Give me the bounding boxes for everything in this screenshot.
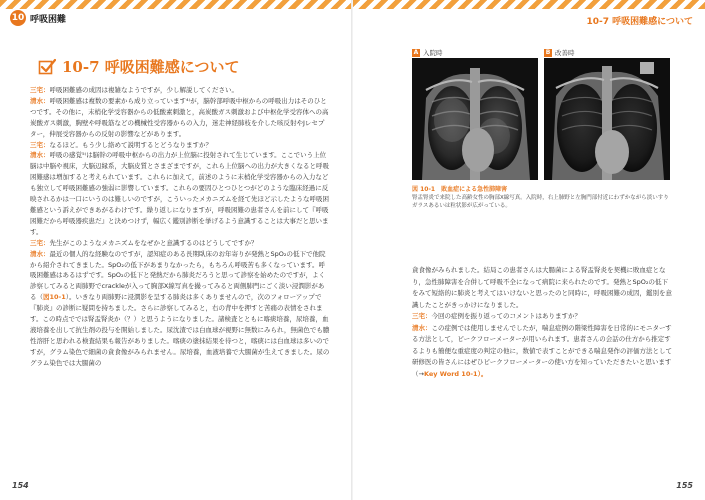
figure-panel-a-label	[412, 48, 443, 57]
figure-caption-title: 図 10-1 敗血症による急性肺障害	[412, 186, 508, 193]
chest-xray-image-a	[412, 58, 538, 180]
panel-a-caption: 入院時	[423, 49, 443, 57]
panel-a-tag: A	[413, 49, 419, 56]
figure-caption	[412, 186, 672, 210]
chapter-badge	[10, 10, 66, 26]
paragraph	[412, 311, 674, 323]
speaker-label: 清水：	[30, 151, 50, 160]
paragraph-text: 最近の個人的な経験なのですが，認知症のある長期臥床のお年寄りが発熱とSpO₂の低下で他院から紹介されてきました。SpO₂の低下があまりなかったら，もちろん呼吸苦も多くなっています。呼吸困難感はあるはずです。SpO₂の低下と発熱だから肺炎だろうと思って診察を始めたのですが，よく診察してみると両肺野でcrackleが入って胸部X線写真を撮ってみると両側肺門にごく淡い浸潤影がある	[30, 249, 326, 302]
paragraph-text: なるほど。もう少し絡めて説明するとどうなりますか？	[49, 140, 212, 149]
speaker-label: 三宅：	[30, 140, 50, 149]
speaker-label: 清水：	[412, 323, 432, 332]
figure-panel-b-label	[544, 48, 575, 57]
page-number-right: 155	[676, 481, 693, 490]
keyword-reference-link[interactable]: Key Word 10-1）。	[423, 369, 488, 378]
paragraph: 清水：最近の個人的な経験なのですが，認知症のある長期臥床のお年寄りが発熱とSpO₂の低下で他院から紹介されてきました。SpO₂の低下があまりなかったら，もちろん呼吸苦も多くなっています。呼吸困難感はあるはずです。SpO₂の低下と発熱だから肺炎だろうと思って診察を始めたのですが，よく診察してみると両肺野でcrackleが入って胸部X線写真を撮ってみると両側肺門にごく淡い浸潤影がある（図10-1）。いきなり両肺野に浸潤影を呈する肺炎は多くありませんので，次のフォローアップで『肺炎』の診断に疑問を持ちました。さらに診察してみると，右の背中を押すと苦痛の表情をされます。この時点ででは腎盂腎炎か（？）と思うようになりました。諸検査とともに喀痰培養，尿培養，血液培養を出して抗生剤の投与を開始しました。尿沈渣では白血球が視野に無数にみられ，無菌色でも膿性溶肝と思われる検査結果も報告がありました。喀痰の塗抹結果を待つと，喀痰には白血球は多いのですが，グラム染色で細菌の貪食像がみられません。尿培養，血液培養で大腸菌が生えてきました。尿のグラム染色では大腸菌の	[30, 249, 330, 367]
left-body-text	[30, 85, 330, 369]
panel-b-tag: B	[545, 49, 551, 56]
speaker-label: 清水：	[30, 96, 50, 105]
speaker-label: 三宅：	[30, 86, 50, 94]
paragraph	[412, 265, 674, 311]
xray-drawing-a	[412, 58, 538, 180]
speaker-label: 清水：	[30, 249, 50, 258]
figure-caption-text: 腎盂腎炎で来院した高齢女性の胸部X線写真。入院時，右上肺野と左胸門部付近にわずかながら淡いすりガラスあるいは粒状影が広がっている。	[412, 195, 669, 209]
chest-xray-image-b	[544, 58, 670, 180]
section-title: 10-7 呼吸困難感について	[62, 58, 240, 76]
speaker-label: 三宅：	[30, 238, 50, 247]
paragraph-text: 呼吸困難感の成因は複雑なようですが，少し解説してください。	[49, 86, 238, 94]
panel-b-caption: 改善時	[555, 49, 575, 57]
paragraph-text: 先生がこのようなメカニズムをなぜかと意識するのはどうしてですか？	[49, 238, 258, 247]
speaker-label: 三宅：	[412, 312, 432, 320]
paragraph	[30, 238, 330, 249]
xray-drawing-b	[544, 58, 670, 180]
figure-reference-link[interactable]: 図10-1	[43, 293, 66, 302]
page-number-left: 154	[12, 481, 29, 490]
paragraph-text: いきなり両肺野に浸潤影を呈する肺炎は多くありませんので，次のフォローアップで『肺炎』の診断に疑問を持ちました。さらに診察してみると，右の背中を押すと苦痛の表情をされます。この時点ででは腎盂腎炎か（？）と思うようになりました。諸検査とともに喀痰培養，尿培養，血液培養を出して抗生剤の投与を開始しました。尿沈渣では白血球が視野に無数にみられ，無菌色でも膿性溶肝と思われる検査結果も報告がありました。喀痰の塗抹結果を待つと，喀痰には白血球は多いのですが，グラム染色で細菌の貪食像がみられません。尿培養，血液培養で大腸菌が生えてきました。尿のグラム染色では大腸菌の	[30, 293, 330, 367]
paragraph	[30, 140, 330, 151]
paragraph	[30, 96, 330, 140]
paragraph-text: この症例では使用しませんでしたが，喘息症例の階梁性障害を日常的にモニターする方法として，ピークフローメーターが用いられます。患者さんの会話の仕方から推定するよりも簡便な重症度の判定の他に，数値で表すことができる喘息発作の評価方法として研修医の皆さんにはぜひピークフローメーターの使い方を知っていただきたいと思います（→	[412, 323, 672, 378]
paragraph	[412, 323, 674, 381]
paragraph-text: 呼吸困難感は複数の要素から成り立っています⁴⁾が，脳幹部呼吸中枢からの呼吸出力はそのひとつです。その他に，末梢化学受容器からの低酸素刺激と，高炭酸ガス刺激および中枢化学受容体への高炭酸ガス刺激，胸壁や呼吸筋などの機械性受容器からの入力，迷走神経肺枝を介した咳反射やJレセプター，伸展受容器からの反射の影響などがあります。	[30, 96, 329, 138]
checkbox-check-icon	[38, 58, 56, 76]
chapter-title: 呼吸困難	[30, 14, 67, 25]
paragraph	[30, 85, 330, 96]
paragraph-text: 呼吸の感覚⁵⁾は脳幹の呼吸中枢からの出力が上位脳に投射されて生じています。ここでいう上位脳は中脳や視床，大脳辺縁系，大脳皮質とさまざまですが，これら上位脳への出力が大きくなると呼吸困難感は増加すると考えられています。これらに加えて，前述のように末梢化学受容器からの入力なども独立して呼吸困難感の強弱に影響しています。これらの要因ひとつひとつがどのような臨床経過に反映されるかは一口にいうのは難しいのですが，こういったメカニズムを経て先ほど示したような呼吸困難感という訴えができあがるわけです。繰り返しになりますが，呼吸困難の患者さんを前にして『呼吸困難だから呼吸器疾患だ』と決めつけず，幅広く鑑別診断を挙げるよう意識することは大事だと思います。	[30, 151, 329, 236]
running-head: 10-7 呼吸困難感について	[586, 17, 693, 27]
left-page	[0, 0, 352, 500]
chapter-number-icon: 10	[10, 10, 26, 26]
paragraph-text: 今回の症例を振り返ってのコメントはありますか？	[431, 312, 581, 320]
right-body-text	[412, 265, 674, 380]
paragraph	[30, 150, 330, 237]
section-heading	[38, 56, 239, 77]
paragraph-text: 貪食像がみられました。結局この患者さんは大腸菌による腎盂腎炎を契機に敗血症となり，急性肺障害を合併して呼吸不全になって病院に来られたのです。発熱とSpO₂の低下をみて短絡的に肺炎と考えてはいけないと思ったのと同時に，呼吸困難の成因，鑑別を意識したことがきっかけになりました。	[412, 266, 672, 309]
